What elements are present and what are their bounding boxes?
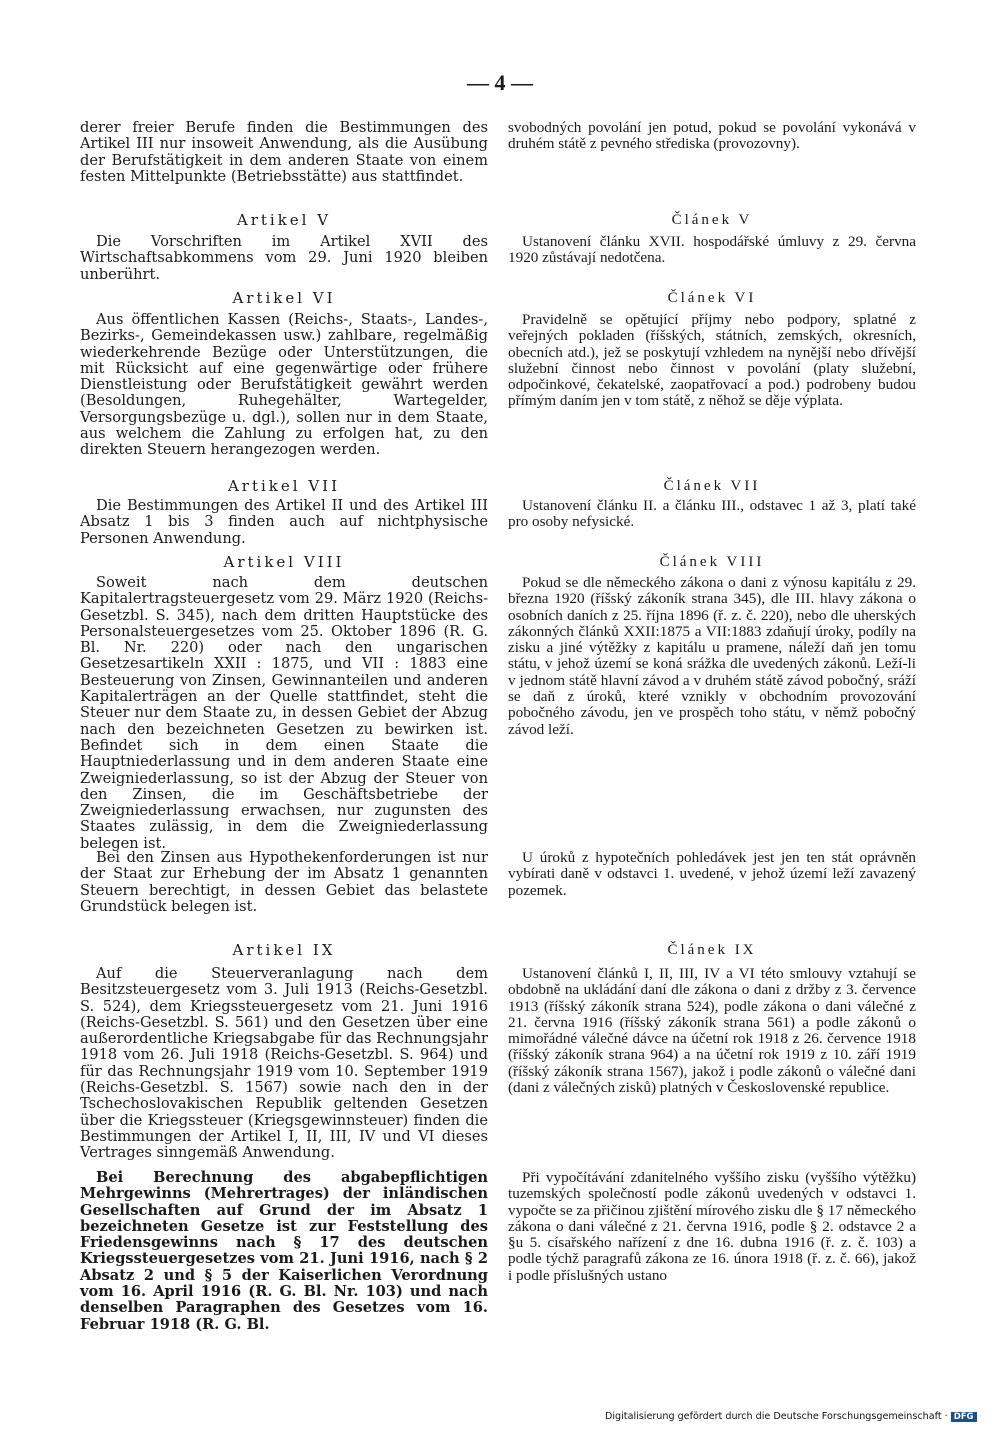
czech-heading-clanek-7: Článek VII [663,478,761,494]
czech-heading-clanek-6: Článek VI [667,290,757,306]
german-paragraph-artikel-6: Aus öffentlichen Kassen (Reichs-, Staats-, Landes-, Bezirks-, Gemeindekassen usw.) zahlbare, regelmäßig wiederkehrende Bezüge oder Unterstützungen, die mit Rücksicht auf eine gegenwärtige oder frühere Dienstleistung oder Berufstätigkeit gewährt werden (Besoldungen, Ruhegehälter, Wartegelder, Versorgungsbezüge u. dgl.), sollen nur in dem Staate, aus welchem die Zahlung zu erfolgen hat, zu den direkten Steuern herangezogen werden. [80,311,488,459]
czech-paragraph-clanek-9b: Při vypočítávání zdanitelného vyššího zisku (vyššího výtěžku) tuzemských společností podle zákonů uvedených v odstavci 1. vypočte se za přičinou zjištění mírového zisku dle § 17 německého zákona o dani válečné z 21. června 1916, podle § 2. odstavce 2 a §u 5. císařského nařízení z dne 16. dubna 1916 (ř. z. č. 103) a podle týchž paragrafů zákona ze 16. února 1918 (ř. z. č. 66), jakož i podle příslušných ustano [508,1169,916,1284]
german-heading-artikel-9: Artikel IX [232,941,336,959]
german-heading-artikel-6: Artikel VI [232,289,336,307]
czech-intro-paragraph: svobodných povolání jen potud, pokud se povolání vykonává v druhém státě z pevného střediska (provozovny). [508,119,916,153]
german-paragraph-artikel-8a: Soweit nach dem deutschen Kapitalertragsteuergesetz vom 29. März 1920 (Reichs-Gesetzbl. S. 345), nach dem dritten Hauptstücke des Personalsteuergesetzes vom 25. Oktober 1896 (R. G. Bl. Nr. 220) oder nach den ungarischen Gesetzesartikeln XXII : 1875, und VII : 1883 eine Besteuerung von Zinsen, Gewinnanteilen und anderen Kapitalerträgen an der Quelle stattfindet, steht die Steuer nur dem Staate zu, in dessen Gebiet der Abzug nach den bezeichneten Gesetzen zu bewirken ist. Befindet sich in dem einen Staate die Hauptniederlassung und in dem anderen Staate eine Zweigniederlassung, so ist der Abzug der Steuer von den Zinsen, die im Geschäftsbetriebe der Zweigniederlassung erwachsen, nur zugunsten des Staates zulässig, in dem die Zweigniederlassung belegen ist. [80,574,488,852]
page-number: — 4 — [467,70,533,95]
footer-credit-text: Digitalisierung gefördert durch die Deutsche Forschungsgemeinschaft · [605,1411,948,1422]
german-paragraph-artikel-5: Die Vorschriften im Artikel XVII des Wirtschaftsabkommens vom 29. Juni 1920 bleiben unberührt. [80,233,488,283]
czech-heading-clanek-8: Článek VIII [659,554,765,570]
german-intro-paragraph: derer freier Berufe finden die Bestimmungen des Artikel III nur insoweit Anwendung, als die Ausübung der Berufstätigkeit in dem anderen Staate von einem festen Mittelpunkte (Betriebsstätte) aus stattfindet. [80,119,488,185]
digitization-footer [605,1411,977,1422]
czech-paragraph-clanek-9a: Ustanovení článků I, II, III, IV a VI této smlouvy vztahují se obdobně na ukládání daní dle zákona o dani z držby z 3. července 1913 (říšský zákoník strana 524), podle zákona o dani válečné z 21. června 1916 (říšský zákoník strana 561) a podle zákonů o mimořádné válečné dávce na účetní rok 1918 z 26. července 1918 (říšský zákoník strana 964) a na účetní rok 1919 z 10. září 1919 (říšský zákoník strana 1567), jakož i podle zákonů o válečné dani (dani z válečných zisků) platných v Československé republice. [508,965,916,1097]
german-paragraph-artikel-9b: Bei Berechnung des abgabepflichtigen Mehrgewinns (Mehrertrages) der inländischen Gesellschaften auf Grund der im Absatz 1 bezeichneten Gesetze ist zur Feststellung des Friedensgewinns nach § 17 des deutschen Kriegssteuergesetzes vom 21. Juni 1916, nach § 2 Absatz 2 und § 5 der Kaiserlichen Verordnung vom 16. April 1916 (R. G. Bl. Nr. 103) und nach denselben Paragraphen des Gesetzes vom 16. Februar 1918 (R. G. Bl. [80,1169,488,1333]
german-heading-artikel-8: Artikel VIII [223,553,345,571]
german-paragraph-artikel-9a: Auf die Steuerveranlagung nach dem Besitzsteuergesetz vom 3. Juli 1913 (Reichs-Gesetzbl. S. 524), dem Kriegssteuergesetz vom 21. Juni 1916 (Reichs-Gesetzbl. S. 561) und den Gesetzen über eine außerordentliche Kriegsabgabe für das Rechnungsjahr 1918 vom 26. Juli 1918 (Reichs-Gesetzbl. S. 964) und für das Rechnungsjahr 1919 vom 10. September 1919 (Reichs-Gesetzbl. S. 1567) sowie nach den in der Tschechoslovakischen Republik geltenden Gesetzen über die Kriegssteuer (Kriegsgewinnsteuer) finden die Bestimmungen der Artikel I, II, III, IV und VI dieses Vertrages sinngemäß Anwendung. [80,965,488,1162]
german-paragraph-artikel-8b: Bei den Zinsen aus Hypothekenforderungen ist nur der Staat zur Erhebung der im Absatz 1 genannten Steuern berechtigt, in dessen Gebiet das belastete Grundstück belegen ist. [80,849,488,915]
czech-heading-clanek-9: Článek IX [667,942,757,958]
dfg-logo: DFG [951,1412,977,1422]
czech-paragraph-clanek-8a: Pokud se dle německého zákona o dani z výnosu kapitálu z 29. března 1920 (říšský zákoník strana 345), dle III. hlavy zákona o osobních daních z 25. října 1896 (ř. z. č. 220), nebo dle uherských zákonných článků XXII:1875 a VII:1883 zdaňují úroky, podíly na zisku a jiné výtěžky z kapitálu u pramene, náleží daň jen tomu státu, v jehož území se koná srážka dle uvedených zákonů. Leží-li v jednom státě hlavní závod a v druhém státě závod pobočný, sráží se daň z úroků, které vznikly v obchodním provozování pobočného závodu, jen ve prospěch toho státu, v němž pobočný závod leží. [508,574,916,738]
czech-paragraph-clanek-7: Ustanovení článku II. a článku III., odstavec 1 až 3, platí také pro osoby nefysické. [508,497,916,531]
czech-paragraph-clanek-6: Pravidelně se opětující příjmy nebo podpory, splatné z veřejných pokladen (říšských, státních, zemských, okresních, obecních atd.), jež se poskytují vzhledem na nynější nebo dřívější služební činnost nebo činnost v povolání (platy služební, odpočinkové, čekatelské, zaopatřovací a pod.) podrobeny budou přímým daním jen v tom státě, z něhož se děje výplata. [508,311,916,410]
german-heading-artikel-7: Artikel VII [227,477,341,495]
czech-paragraph-clanek-8b: U úroků z hypotečních pohledávek jest jen ten stát oprávněn vybírati daně v odstavci 1. uvedené, v jehož území leží zavazený pozemek. [508,849,916,899]
german-paragraph-artikel-7: Die Bestimmungen des Artikel II und des Artikel III Absatz 1 bis 3 finden auch auf nichtphysische Personen Anwendung. [80,497,488,547]
czech-paragraph-clanek-5: Ustanovení článku XVII. hospodářské úmluvy z 29. června 1920 zůstávají nedotčena. [508,233,916,267]
czech-heading-clanek-5: Článek V [671,212,753,228]
german-heading-artikel-5: Artikel V [236,211,332,229]
